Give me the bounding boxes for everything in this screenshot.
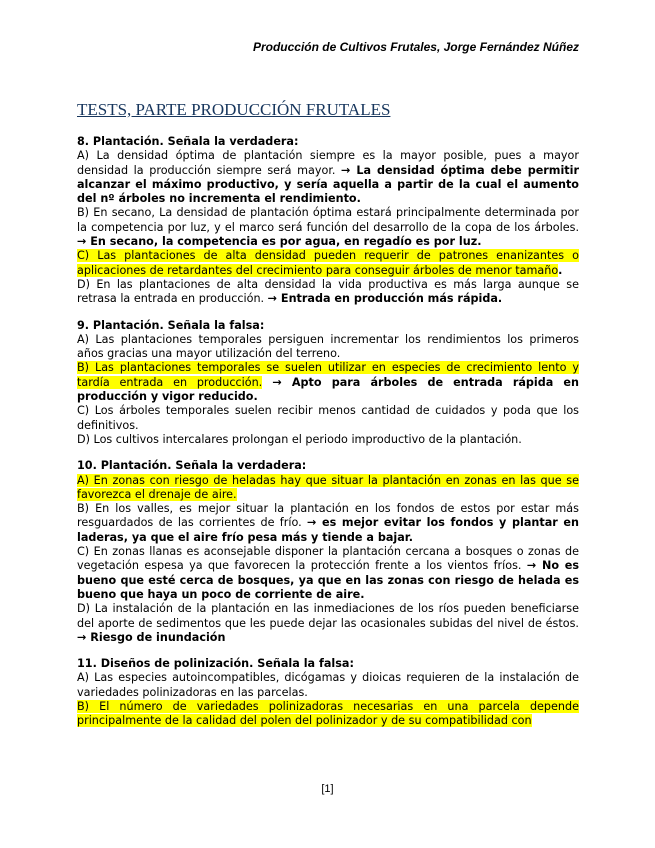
- question-heading: 8. Plantación. Señala la verdadera:: [77, 135, 299, 148]
- option-b: B) En los valles, es mejor situar la plantación en los fondos de estos por estar más resguardados de las corrientes de frío. → es mejor evitar los fondos y plantar en laderas, ya que el aire frío pesa más y tiende a bajar.: [77, 502, 579, 544]
- question-heading: 9. Plantación. Señala la falsa:: [77, 318, 265, 332]
- option-b-highlighted: [77, 361, 579, 404]
- arrow-icon: →: [267, 292, 278, 306]
- answer-comment: La densidad óptima debe permitir alcanzar el máximo productivo, y sería aquella a partir de la cual el aumento del nº árboles no incrementa el rendimiento.: [77, 163, 579, 206]
- option-d: D) En las plantaciones de alta densidad la vida productiva es más larga aunque se retrasa la entrada en producción. → Entrada en producción más rápida.: [77, 277, 579, 306]
- answer-comment: es mejor evitar los fondos y plantar en laderas, ya que el aire frío pesa más y tiende a bajar.: [77, 516, 579, 544]
- answer-comment: En secano, la competencia es por agua, en regadío es por luz.: [86, 235, 482, 249]
- question-heading: 10. Plantación. Señala la verdadera:: [77, 459, 307, 473]
- answer-comment: Riesgo de inundación: [86, 630, 226, 644]
- option-c: C) Los árboles temporales suelen recibir menos cantidad de cuidados y poda que los definitivos.: [77, 404, 579, 432]
- option-b-highlighted: [77, 700, 579, 729]
- question-10: [77, 459, 579, 645]
- option-a-highlighted: [77, 474, 579, 503]
- option-d: D) Los cultivos intercalares prolongan el periodo improductivo de la plantación.: [77, 432, 522, 446]
- option-a: A) Las plantaciones temporales persiguen incrementar los rendimientos los primeros años gracias una mayor utilización del terreno.: [77, 332, 579, 361]
- arrow-icon: →: [526, 559, 537, 573]
- highlighted-answer: B) El número de variedades polinizadoras necesarias en una parcela depende principalmente de la calidad del polen del polinizador y de su compatibilidad con: [77, 699, 579, 728]
- arrow-icon: →: [306, 516, 317, 530]
- option-c-highlighted: C) Las plantaciones de alta densidad pueden requerir de patrones enanizantes o aplicaciones de retardantes del crecimiento para conseguir árboles de menor tamaño.: [77, 249, 579, 277]
- highlighted-answer: B) Las plantaciones temporales se suelen utilizar en especies de crecimiento lento y tardía entrada en producción.: [77, 361, 579, 389]
- answer-comment: Entrada en producción más rápida.: [277, 292, 503, 306]
- question-heading: 11. Diseños de polinización. Señala la falsa:: [77, 657, 354, 671]
- highlighted-answer: C) Las plantaciones de alta densidad pueden requerir de patrones enanizantes o aplicaciones de retardantes del crecimiento para conseguir árboles de menor tamaño: [77, 249, 579, 277]
- highlighted-answer: A) En zonas con riesgo de heladas hay que situar la plantación en zonas en las que se favorezca el drenaje de aire.: [77, 473, 579, 501]
- question-8: [77, 135, 579, 307]
- arrow-icon: →: [341, 163, 351, 177]
- option-d: D) La instalación de la plantación en las inmediaciones de los ríos pueden beneficiarse del aporte de sedimentos que les puede dejar las ocasionales subidas del nivel de éstos. → Riesgo de inundación: [77, 602, 579, 644]
- option-b: B) En secano, La densidad de plantación óptima estará principalmente determinada por la competencia por luz, y el marco será función del desarrollo de la copa de los árboles. → En secano, la competencia es por agua, en regadío es por luz.: [77, 206, 579, 249]
- option-a: A) La densidad óptima de plantación siempre es la mayor posible, pues a mayor densidad la producción siempre será mayor. → La densidad óptima debe permitir alcanzar el máximo productivo, y sería aquella a partir de la cual el aumento del nº árboles no incrementa el rendimiento.: [77, 149, 579, 206]
- page-number: [1]: [321, 783, 334, 795]
- arrow-icon: →: [77, 235, 87, 249]
- answer-comment: Apto para árboles de entrada rápida en producción y vigor reducido.: [77, 375, 579, 404]
- arrow-icon: →: [262, 375, 282, 389]
- question-11: [77, 657, 579, 728]
- option-c: C) En zonas llanas es aconsejable disponer la plantación cercana a bosques o zonas de vegetación espesa ya que favorecen la protección frente a los vientos fríos. → No es bueno que esté cerca de bosques, ya que en las zonas con riesgo de helada es bueno que haya un poco de corriente de aire.: [77, 545, 579, 601]
- document-header: Producción de Cultivos Frutales, Jorge Fernández Núñez: [252, 40, 579, 54]
- page-title: TESTS, PARTE PRODUCCIÓN FRUTALES: [77, 100, 391, 119]
- document-body: [77, 135, 579, 741]
- option-a: A) Las especies autoincompatibles, dicógamas y dioicas requieren de la instalación de variedades polinizadoras en las parcelas.: [77, 671, 579, 699]
- question-9: [77, 319, 579, 448]
- answer-comment: No es bueno que esté cerca de bosques, ya que en las zonas con riesgo de helada es bueno que haya un poco de corriente de aire.: [77, 559, 579, 601]
- arrow-icon: →: [77, 630, 87, 644]
